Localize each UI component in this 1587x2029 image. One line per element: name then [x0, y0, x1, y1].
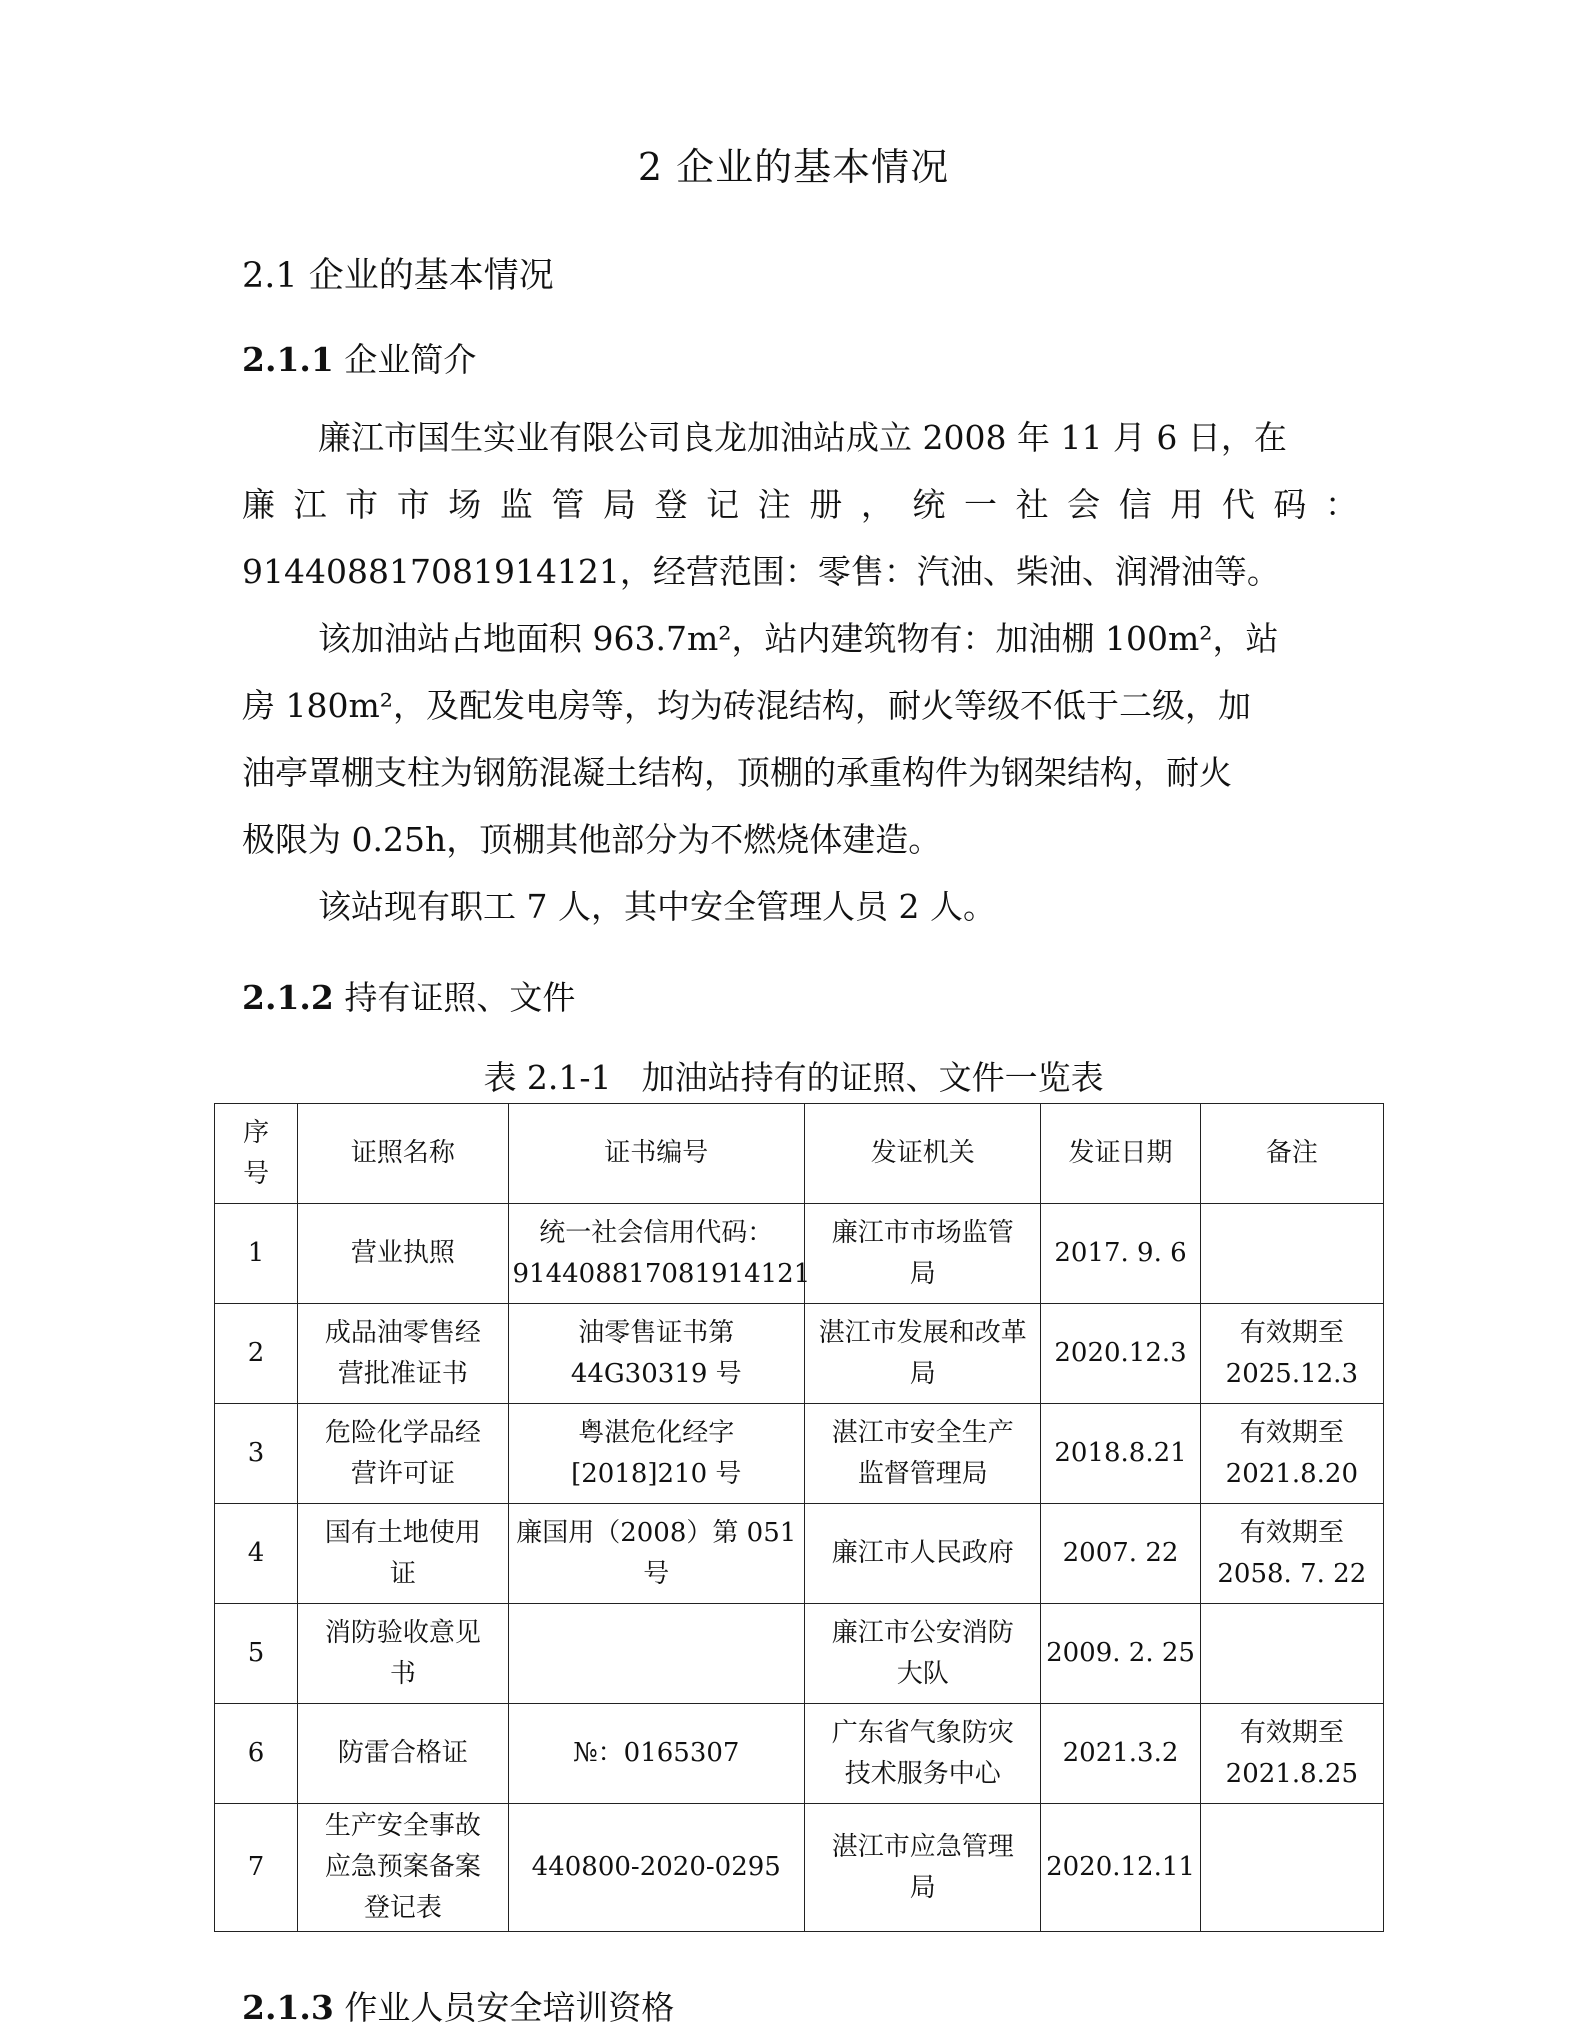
table-cell: 2 — [215, 1304, 298, 1404]
header-cell-date: 发证日期 — [1041, 1104, 1200, 1204]
table-cell: 消防验收意见 书 — [298, 1604, 508, 1704]
chapter-title: 2 企业的基本情况 — [637, 145, 950, 189]
table-cell — [1200, 1604, 1383, 1704]
table-row — [215, 1304, 1384, 1404]
table-cell: 统一社会信用代码： 914408817081914121 — [508, 1204, 805, 1304]
table-cell: 防雷合格证 — [298, 1704, 508, 1804]
table-row — [215, 1704, 1384, 1804]
table-row — [215, 1204, 1384, 1304]
section-title: 2.1 企业的基本情况 — [242, 256, 554, 296]
paragraph-line: 914408817081914121，经营范围：零售：汽油、柴油、润滑油等。 — [242, 552, 1280, 591]
table-cell — [508, 1604, 805, 1704]
subsection-heading-training — [242, 1982, 674, 2029]
subsection-heading-certificates — [242, 972, 575, 1019]
header-cell-name: 证照名称 — [298, 1104, 508, 1204]
table-cell: 廉国用（2008）第 051 号 — [508, 1504, 805, 1604]
table-cell: 生产安全事故 应急预案备案 登记表 — [298, 1804, 508, 1932]
table-caption-number: 表 2.1-1 — [483, 1058, 612, 1097]
intro-paragraph — [242, 404, 1358, 605]
table-row — [215, 1604, 1384, 1704]
table-cell: 1 — [215, 1204, 298, 1304]
table-row — [215, 1404, 1384, 1504]
table-cell: 6 — [215, 1704, 298, 1804]
table-cell: 广东省气象防灾 技术服务中心 — [805, 1704, 1041, 1804]
subsection-title: 持有证照、文件 — [344, 978, 576, 1017]
table-cell: 廉江市公安消防 大队 — [805, 1604, 1041, 1704]
table-cell: 廉江市人民政府 — [805, 1504, 1041, 1604]
table-cell: 廉江市市场监管 局 — [805, 1204, 1041, 1304]
paragraph-line: 廉江市市场监管局登记注册，统一社会信用代码： — [242, 485, 1358, 524]
table-cell: 2020.12.3 — [1041, 1304, 1200, 1404]
header-cell-index: 序 号 — [215, 1104, 298, 1204]
subsection-number: 2.1.2 — [242, 978, 334, 1017]
table-cell: 国有土地使用 证 — [298, 1504, 508, 1604]
table-cell: 2018.8.21 — [1041, 1404, 1200, 1504]
table-cell: 2020.12.11 — [1041, 1804, 1200, 1932]
table-cell: 2017. 9. 6 — [1041, 1204, 1200, 1304]
table-cell: №：0165307 — [508, 1704, 805, 1804]
table-cell: 有效期至 2058. 7. 22 — [1200, 1504, 1383, 1604]
table-cell: 2007. 22 — [1041, 1504, 1200, 1604]
table-row — [215, 1804, 1384, 1932]
table-header-row — [215, 1104, 1384, 1204]
certificates-table — [214, 1103, 1384, 1932]
table-cell: 成品油零售经 营批准证书 — [298, 1304, 508, 1404]
paragraph-line: 廉江市国生实业有限公司良龙加油站成立 2008 年 11 月 6 日，在 — [318, 418, 1287, 457]
table-cell: 湛江市安全生产 监督管理局 — [805, 1404, 1041, 1504]
staff-paragraph — [242, 873, 1358, 940]
table-caption — [0, 1052, 1587, 1099]
table-cell: 湛江市发展和改革 局 — [805, 1304, 1041, 1404]
paragraph-line: 极限为 0.25h，顶棚其他部分为不燃烧体建造。 — [242, 820, 942, 859]
header-cell-remark: 备注 — [1200, 1104, 1383, 1204]
paragraph-line: 该加油站占地面积 963.7m²，站内建筑物有：加油棚 100m²，站 — [318, 619, 1279, 658]
table-cell: 粤湛危化经字 [2018]210 号 — [508, 1404, 805, 1504]
table-cell: 2021.3.2 — [1041, 1704, 1200, 1804]
paragraph-line: 房 180m²，及配发电房等，均为砖混结构，耐火等级不低于二级，加 — [242, 686, 1251, 725]
table-row — [215, 1504, 1384, 1604]
header-cell-issuer: 发证机关 — [805, 1104, 1041, 1204]
subsection-number: 2.1.1 — [242, 340, 334, 379]
table-cell: 3 — [215, 1404, 298, 1504]
table-cell: 营业执照 — [298, 1204, 508, 1304]
table-cell — [1200, 1204, 1383, 1304]
subsection-title: 作业人员安全培训资格 — [344, 1988, 675, 2027]
table-cell: 5 — [215, 1604, 298, 1704]
table-cell: 有效期至 2021.8.25 — [1200, 1704, 1383, 1804]
header-cell-number: 证书编号 — [508, 1104, 805, 1204]
table-cell — [1200, 1804, 1383, 1932]
building-paragraph — [242, 605, 1358, 873]
subsection-title: 企业简介 — [344, 340, 477, 379]
table-cell: 有效期至 2021.8.20 — [1200, 1404, 1383, 1504]
table-cell: 4 — [215, 1504, 298, 1604]
table-cell: 湛江市应急管理 局 — [805, 1804, 1041, 1932]
table-cell: 2009. 2. 25 — [1041, 1604, 1200, 1704]
table-cell: 有效期至 2025.12.3 — [1200, 1304, 1383, 1404]
table-cell: 440800-2020-0295 — [508, 1804, 805, 1932]
paragraph-line: 油亭罩棚支柱为钢筋混凝土结构，顶棚的承重构件为钢架结构，耐火 — [242, 753, 1232, 792]
table-cell: 油零售证书第 44G30319 号 — [508, 1304, 805, 1404]
subsection-number: 2.1.3 — [242, 1988, 334, 2027]
subsection-heading-company-profile — [242, 334, 476, 381]
table-cell: 危险化学品经 营许可证 — [298, 1404, 508, 1504]
table-cell: 7 — [215, 1804, 298, 1932]
table-caption-text: 加油站持有的证照、文件一览表 — [641, 1058, 1104, 1097]
paragraph-line: 该站现有职工 7 人，其中安全管理人员 2 人。 — [318, 887, 996, 926]
